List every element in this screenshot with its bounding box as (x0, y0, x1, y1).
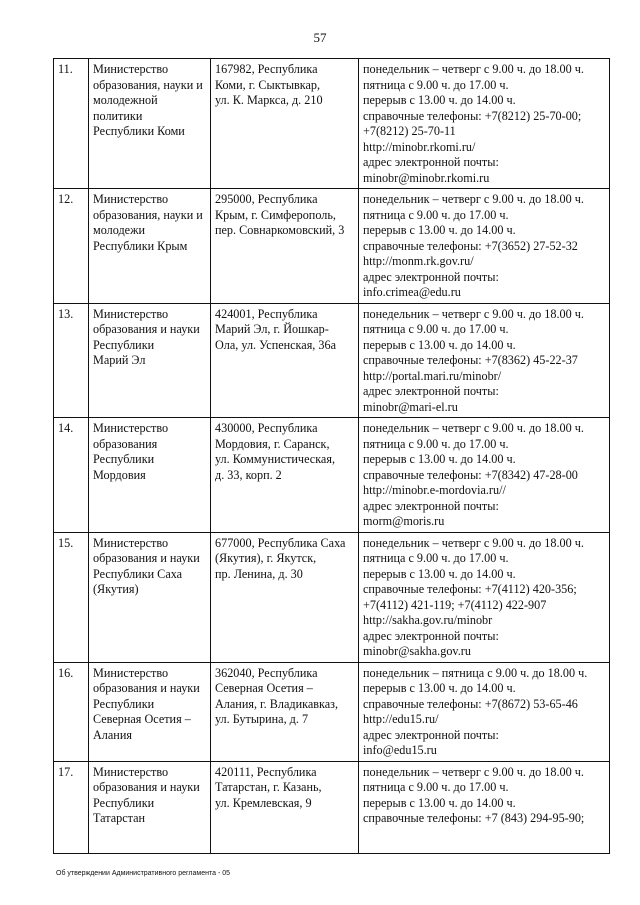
contact-info-cell (359, 189, 610, 304)
postal-address-cell (211, 303, 359, 418)
table-row (54, 662, 610, 761)
contact-info-line: понедельник – четверг с 9.00 ч. до 18.00 ч. (363, 306, 584, 321)
ministry-name-line: Алания (93, 727, 132, 742)
contact-info-line: info@edu15.ru (363, 743, 437, 757)
postal-address-cell (211, 532, 359, 662)
ministry-name-line: образования и науки (93, 322, 200, 336)
postal-address-cell (211, 662, 359, 761)
contact-info-line: http://edu15.ru/ (363, 712, 439, 726)
contact-info-line: перерыв с 13.00 ч. до 14.00 ч. (363, 93, 516, 107)
contact-info-line: понедельник – четверг с 9.00 ч. до 18.00 ч. (363, 764, 584, 779)
ministry-name-line: образования, науки и (93, 77, 203, 92)
contact-info-line: +7(4112) 421-119; +7(4112) 422-907 (363, 597, 547, 612)
postal-address-line: 362040, Республика (215, 665, 318, 680)
ministry-name-line: Министерство (93, 665, 169, 680)
contact-info-line: http://minobr.e-mordovia.ru// (363, 483, 506, 497)
ministry-name-cell (89, 662, 211, 761)
postal-address-line: ул. Бутырина, д. 7 (215, 712, 309, 726)
ministry-name-line: Министерство (93, 306, 169, 321)
postal-address-line: пер. Совнаркомовский, 3 (215, 223, 345, 237)
postal-address-line: (Якутия), г. Якутск, (215, 551, 317, 565)
ministry-name-line: (Якутия) (93, 582, 139, 596)
postal-address-line: Крым, г. Симферополь, (215, 207, 336, 222)
postal-address-line: 424001, Республика (215, 306, 318, 321)
contact-info-line: http://minobr.rkomi.ru/ (363, 139, 476, 154)
contact-info-line: minobr@sakha.gov.ru (363, 644, 471, 658)
postal-address-line: ул. Коммунистическая, (215, 452, 335, 466)
row-number: 12. (54, 189, 89, 304)
contact-info-line: понедельник – четверг с 9.00 ч. до 18.00 ч. (363, 62, 584, 76)
postal-address-line: 167982, Республика (215, 62, 318, 76)
ministry-name-line: Республики Коми (93, 124, 185, 138)
contact-info-line: понедельник – пятница с 9.00 ч. до 18.00 ч. (363, 665, 588, 680)
row-number: 13. (54, 303, 89, 418)
ministry-name-line: Республики Крым (93, 238, 188, 253)
postal-address-line: 420111, Республика (215, 764, 317, 779)
ministry-name-line: молодежной (93, 93, 158, 107)
contact-info-line: пятница с 9.00 ч. до 17.00 ч. (363, 436, 509, 451)
ministry-name-line: Республики (93, 795, 155, 810)
ministry-name-line: Министерство (93, 764, 169, 779)
ministry-name-line: Мордовия (93, 467, 146, 482)
postal-address-cell (211, 59, 359, 189)
contact-info-line: http://sakha.gov.ru/minobr (363, 613, 493, 627)
ministry-name-cell (89, 418, 211, 533)
contact-info-cell (359, 418, 610, 533)
ministry-name-line: Республики (93, 337, 155, 352)
postal-address-line: 430000, Республика (215, 421, 318, 435)
ministry-name-line: Министерство (93, 62, 169, 76)
ministry-name-line: образования, науки и (93, 207, 203, 222)
ministry-name-line: Северная Осетия – (93, 712, 191, 726)
contact-info-cell (359, 662, 610, 761)
page-number: 57 (313, 30, 327, 45)
row-number: 14. (54, 418, 89, 533)
contact-info-line: перерыв с 13.00 ч. до 14.00 ч. (363, 223, 516, 237)
contact-info-line: адрес электронной почты: (363, 498, 499, 513)
ministry-name-line: образования (93, 436, 158, 451)
ministry-name-line: политики (93, 108, 143, 123)
row-number: 16. (54, 662, 89, 761)
table-row (54, 59, 610, 189)
contact-info-line: понедельник – четверг с 9.00 ч. до 18.00 ч. (363, 421, 584, 435)
contact-info-line: перерыв с 13.00 ч. до 14.00 ч. (363, 795, 516, 810)
table-row (54, 189, 610, 304)
row-number: 11. (54, 59, 89, 189)
postal-address-line: ул. Кремлевская, 9 (215, 795, 312, 810)
ministry-name-line: образования и науки (93, 681, 200, 695)
table-row (54, 532, 610, 662)
contact-info-line: справочные телефоны: +7(8672) 53-65-46 (363, 696, 578, 711)
postal-address-line: д. 33, корп. 2 (215, 467, 282, 482)
contact-info-line: справочные телефоны: +7(8362) 45-22-37 (363, 353, 578, 367)
contact-info-line: справочные телефоны: +7 (843) 294-95-90; (363, 811, 585, 825)
contact-info-line: morm@moris.ru (363, 514, 445, 528)
contact-info-line: пятница с 9.00 ч. до 17.00 ч. (363, 207, 509, 222)
contact-info-line: справочные телефоны: +7(8342) 47-28-00 (363, 467, 578, 482)
contact-info-line: пятница с 9.00 ч. до 17.00 ч. (363, 780, 509, 794)
postal-address-cell (211, 189, 359, 304)
postal-address-line: Марий Эл, г. Йошкар- (215, 322, 329, 336)
ministry-name-cell (89, 532, 211, 662)
row-number: 15. (54, 532, 89, 662)
ministry-contacts-table (53, 58, 610, 854)
table-row (54, 418, 610, 533)
contact-info-line: понедельник – четверг с 9.00 ч. до 18.00 ч. (363, 535, 584, 550)
contact-info-line: http://monm.rk.gov.ru/ (363, 254, 474, 268)
contact-info-line: адрес электронной почты: (363, 384, 499, 398)
table-row (54, 761, 610, 853)
contact-info-line: +7(8212) 25-70-11 (363, 124, 456, 138)
postal-address-line: Северная Осетия – (215, 681, 313, 695)
contact-info-line: minobr@mari-el.ru (363, 399, 458, 414)
contact-info-line: minobr@minobr.rkomi.ru (363, 170, 490, 185)
contact-info-line: адрес электронной почты: (363, 727, 499, 742)
ministry-name-line: Министерство (93, 535, 169, 550)
ministry-name-line: образования и науки (93, 551, 200, 565)
row-number: 17. (54, 761, 89, 853)
postal-address-line: Ола, ул. Успенская, 36а (215, 337, 336, 352)
contact-info-line: перерыв с 13.00 ч. до 14.00 ч. (363, 337, 516, 352)
ministry-name-cell (89, 189, 211, 304)
contact-info-line: http://portal.mari.ru/minobr/ (363, 368, 502, 383)
postal-address-line: Татарстан, г. Казань, (215, 780, 322, 794)
postal-address-cell (211, 761, 359, 853)
postal-address-line: 677000, Республика Саха (215, 535, 346, 550)
contact-info-line: info.crimea@edu.ru (363, 285, 461, 299)
ministry-name-line: Республики Саха (93, 566, 183, 581)
contact-info-line: справочные телефоны: +7(8212) 25-70-00; (363, 108, 582, 123)
contact-info-cell (359, 532, 610, 662)
footer-caption: Об утверждении Административного регламента - 05 (56, 870, 231, 877)
contact-info-line: перерыв с 13.00 ч. до 14.00 ч. (363, 681, 516, 695)
contact-info-line: пятница с 9.00 ч. до 17.00 ч. (363, 551, 509, 565)
contact-info-cell (359, 303, 610, 418)
postal-address-line: Мордовия, г. Саранск, (215, 436, 330, 451)
contact-info-line: понедельник – четверг с 9.00 ч. до 18.00 ч. (363, 192, 584, 206)
contact-info-line: пятница с 9.00 ч. до 17.00 ч. (363, 77, 509, 92)
contact-info-line: справочные телефоны: +7(3652) 27-52-32 (363, 238, 578, 253)
contact-info-line: перерыв с 13.00 ч. до 14.00 ч. (363, 566, 516, 581)
postal-address-line: пр. Ленина, д. 30 (215, 566, 303, 581)
ministry-name-line: Татарстан (93, 811, 146, 825)
ministry-name-line: Министерство (93, 421, 169, 435)
postal-address-line: Алания, г. Владикавказ, (215, 696, 339, 711)
ministry-name-line: Министерство (93, 192, 169, 206)
contact-info-cell (359, 59, 610, 189)
contact-info-line: пятница с 9.00 ч. до 17.00 ч. (363, 322, 509, 336)
ministry-name-line: Республики (93, 696, 155, 711)
postal-address-line: 295000, Республика (215, 192, 318, 206)
ministry-name-cell (89, 761, 211, 853)
ministry-name-line: образования и науки (93, 780, 200, 794)
contact-info-line: адрес электронной почты: (363, 269, 499, 284)
contact-info-cell (359, 761, 610, 853)
ministry-name-line: Марий Эл (93, 353, 146, 367)
postal-address-cell (211, 418, 359, 533)
contact-info-line: адрес электронной почты: (363, 155, 499, 169)
postal-address-line: ул. К. Маркса, д. 210 (215, 93, 323, 107)
ministry-name-cell (89, 59, 211, 189)
ministry-name-cell (89, 303, 211, 418)
contact-info-line: перерыв с 13.00 ч. до 14.00 ч. (363, 452, 516, 466)
ministry-name-line: Республики (93, 452, 155, 466)
ministry-name-line: молодежи (93, 223, 146, 237)
contact-info-line: адрес электронной почты: (363, 628, 499, 643)
postal-address-line: Коми, г. Сыктывкар, (215, 77, 321, 92)
contact-info-line: справочные телефоны: +7(4112) 420-356; (363, 582, 577, 596)
table-row (54, 303, 610, 418)
